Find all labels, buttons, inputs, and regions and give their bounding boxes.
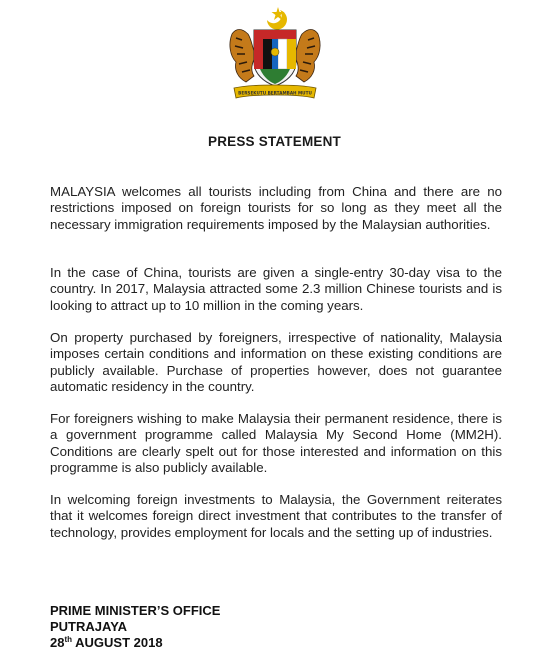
emblem-motto: BERSEKUTU BERTAMBAH MUTU: [238, 90, 312, 96]
signature-city: PUTRAJAYA: [50, 619, 128, 634]
signature-block: [50, 603, 220, 651]
signature-date: [50, 635, 220, 651]
date-rest: AUGUST 2018: [72, 635, 163, 650]
statement-paragraph-property: On property purchased by foreigners, irrespective of nationality, Malaysia imposes certain conditions and information on these existing conditions are publicly available. Purchase of properties however, does not guarantee automatic residency in the country.: [50, 330, 502, 394]
malaysia-coat-of-arms-icon: [222, 4, 328, 104]
date-day: 28: [50, 635, 65, 650]
statement-paragraph-mm2h: For foreigners wishing to make Malaysia their permanent residence, there is a government programme called Malaysia My Second Home (MM2H). Conditions are clearly spelt out for those interested and information on this programme is also publicly available.: [50, 411, 502, 475]
statement-paragraph-china-visa: In the case of China, tourists are given a single-entry 30-day visa to the country. In 2017, Malaysia attracted some 2.3 million Chinese tourists and is looking to attract up to 10 million in the coming years.: [50, 265, 502, 313]
page-title: PRESS STATEMENT: [207, 134, 341, 149]
statement-paragraph-investment: In welcoming foreign investments to Malaysia, the Government reiterates that it welcomes foreign direct investment that contributes to the transfer of technology, provides employment for locals and the setting up of industries.: [50, 492, 502, 540]
statement-paragraph-tourists: MALAYSIA welcomes all tourists including from China and there are no restrictions imposed on foreign tourists for so long as they meet all the necessary immigration requirements imposed by the Malaysian authorities.: [50, 184, 502, 232]
signature-office: PRIME MINISTER’S OFFICE: [50, 603, 221, 618]
date-suffix: th: [64, 635, 73, 644]
